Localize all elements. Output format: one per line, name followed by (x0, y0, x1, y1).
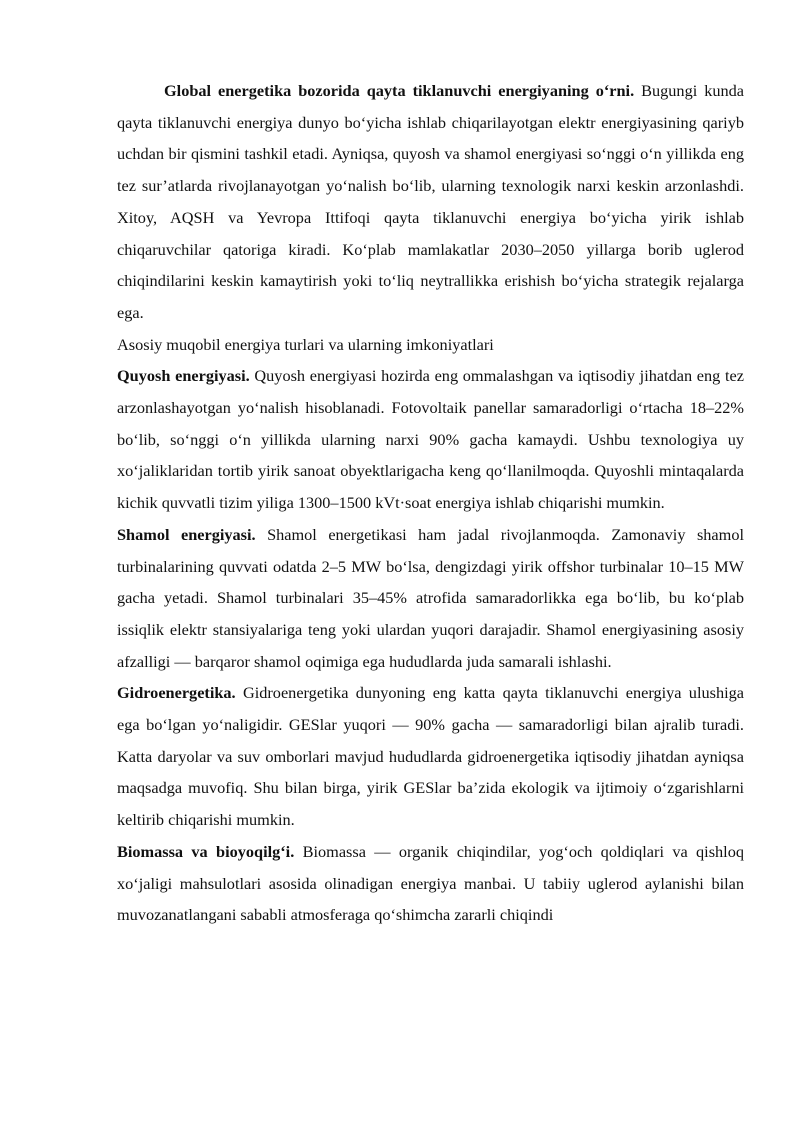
section-text: Shamol energetikasi ham jadal rivojlanmoqda. Zamonaviy shamol turbinalarining quvvati odatda 2–5 MW bo‘lsa, dengizdagi yirik offshor turbinalar 10–15 MW gacha yetadi. Shamol turbinalari 35–45% atrofida samaradorlikka ega bo‘lib, bu ko‘plab issiqlik elektr stansiyalariga teng yoki ulardan yuqori darajadir. Shamol energiyasining asosiy afzalligi — barqaror shamol oqimiga ega hududlarda juda samarali ishlashi. (117, 524, 744, 671)
section-wind (117, 519, 744, 678)
section-title: Biomassa va bioyoqilg‘i. (117, 841, 295, 861)
intro-text: Bugungi kunda qayta tiklanuvchi energiya dunyo bo‘yicha ishlab chiqarilayotgan elektr energiyasining qariyb uchdan bir qismini tashkil etadi. Ayniqsa, quyosh va shamol energiyasi so‘nggi o‘n yillikda eng tez sur’atlarda rivojlanayotgan yo‘nalish bo‘lib, ularning texnologik narxi keskin arzonlashdi. Xitoy, AQSH va Yevropa Ittifoqi qayta tiklanuvchi energiya bo‘yicha yirik ishlab chiqaruvchilar qatoriga kiradi. Ko‘plab mamlakatlar 2030–2050 yillarga borib uglerod chiqindilarini keskin kamaytirish yoki to‘liq neytrallikka erishish bo‘yicha strategik rejalarga ega. (117, 81, 744, 322)
section-hydro (117, 677, 744, 836)
section-text: Quyosh energiyasi hozirda eng ommalashgan va iqtisodiy jihatdan eng tez arzonlashayotgan yo‘nalish hisoblanadi. Fotovoltaik panellar samaradorligi o‘rtacha 18–22% bo‘lib, so‘nggi o‘n yillikda ularning narxi 90% gacha kamaydi. Ushbu texnologiya uy xo‘jaliklaridan tortib yirik sanoat obyektlarigacha keng qo‘llanilmoqda. Quyoshli mintaqalarda kichik quvvatli tizim yiliga 1300–1500 kVt·soat energiya ishlab chiqarishi mumkin. (117, 366, 744, 513)
section-text: Biomassa — organik chiqindilar, yog‘och qoldiqlari va qishloq xo‘jaligi mahsulotlari asosida olinadigan energiya manbai. U tabiiy uglerod aylanishi bilan muvozanatlangani sababli atmosferaga qo‘shimcha zararli chiqindi (117, 841, 744, 925)
subheading: Asosiy muqobil energiya turlari va ularning imkoniyatlari (117, 334, 494, 354)
section-title: Quyosh energiyasi. (117, 366, 250, 386)
document-page (117, 75, 744, 931)
section-title: Shamol energiyasi. (117, 524, 256, 544)
section-solar (117, 360, 744, 519)
section-title: Gidroenergetika. (117, 683, 236, 703)
intro-paragraph (117, 75, 744, 329)
section-biomass (117, 836, 744, 931)
section-text: Gidroenergetika dunyoning eng katta qayta tiklanuvchi energiya ulushiga ega bo‘lgan yo‘naligidir. GESlar yuqori — 90% gacha — samaradorligi bilan ajralib turadi. Katta daryolar va suv omborlari mavjud hududlarda gidroenergetika iqtisodiy jihatdan ayniqsa maqsadga muvofiq. Shu bilan birga, yirik GESlar ba’zida ekologik va ijtimoiy o‘zgarishlarni keltirib chiqarishi mumkin. (117, 683, 744, 830)
intro-heading: Global energetika bozorida qayta tiklanuvchi energiyaning o‘rni. (164, 81, 635, 100)
